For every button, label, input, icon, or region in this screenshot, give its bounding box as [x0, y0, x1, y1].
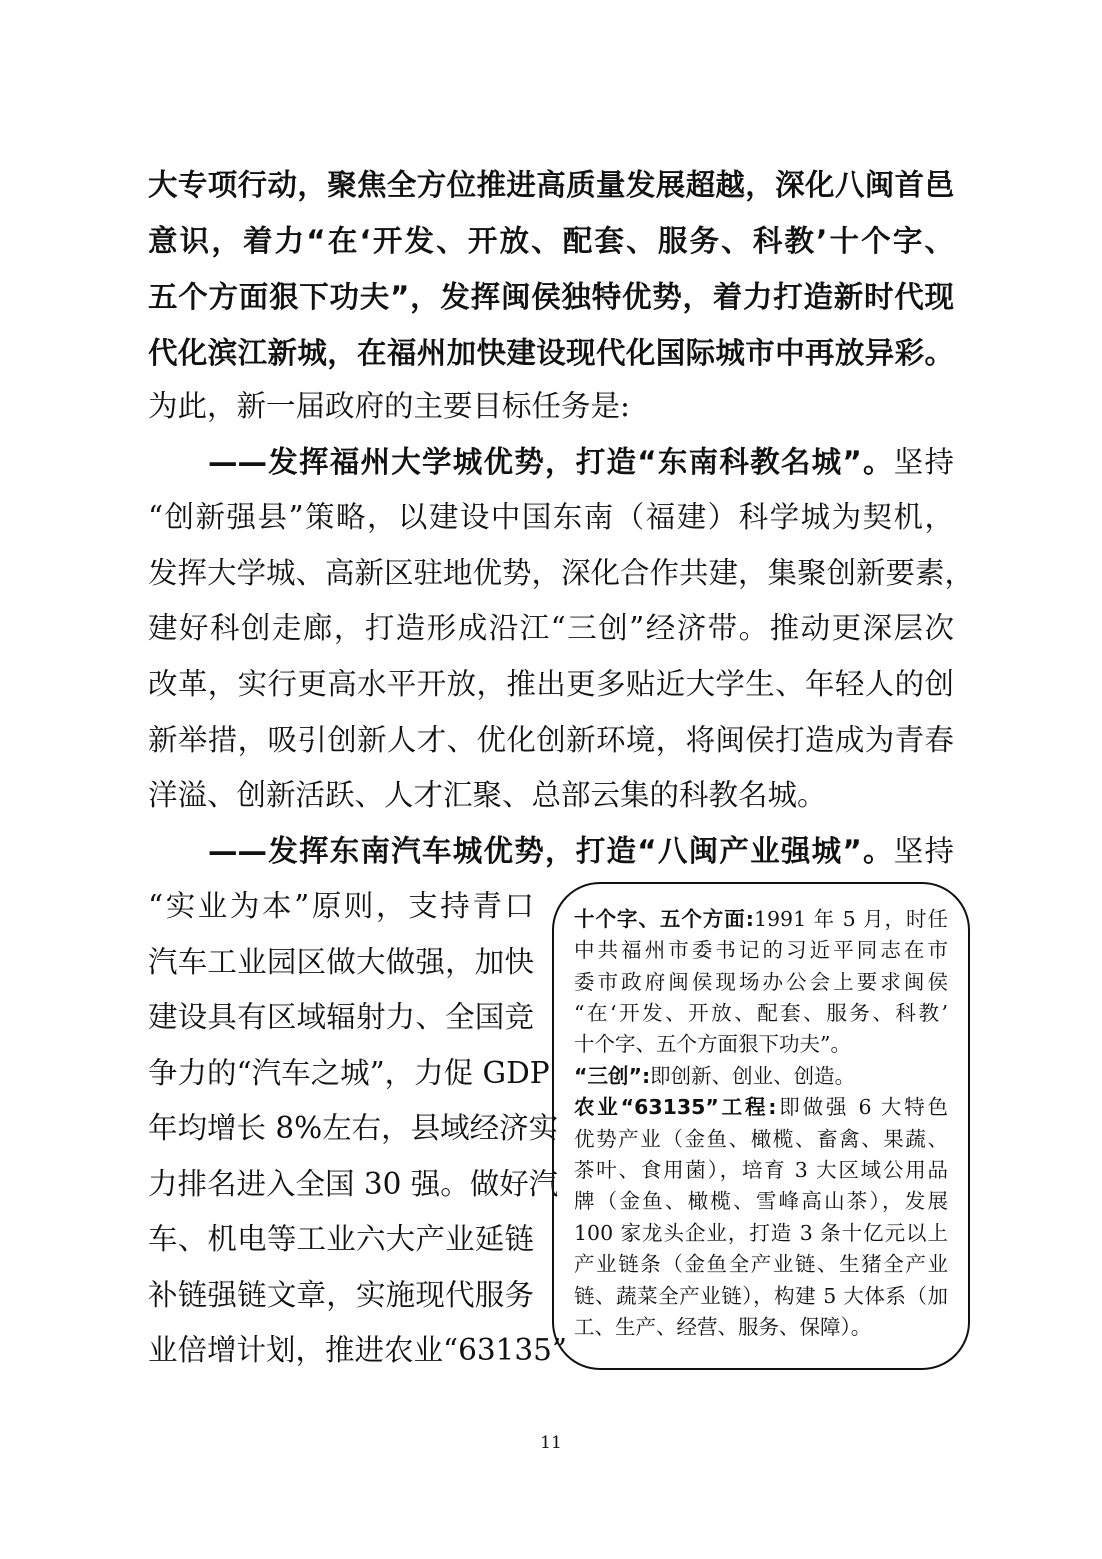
intro-closing-line: 为此，新一届政府的主要目标任务是:	[148, 389, 630, 423]
note-line: 中共福州市委书记的习近平同志在市	[574, 938, 948, 962]
section1-line: 洋溢、创新活跃、人才汇聚、总部云集的科教名城。	[148, 778, 827, 812]
section2-line: 车、机电等工业六大产业延链	[148, 1222, 534, 1256]
note-line: 链、蔬菜全产业链），构建 5 大体系（加	[574, 1284, 948, 1308]
note-line: 100 家龙头企业，打造 3 条十亿元以上	[574, 1221, 948, 1245]
note-line: 茶叶、食用菌），培育 3 大区域公用品	[574, 1158, 948, 1182]
intro-line-1: 大专项行动，聚焦全方位推进高质量发展超越，深化八闽首邑	[148, 168, 954, 202]
section2-line: 汽车工业园区做大做强，加快	[148, 945, 534, 979]
note-line: 委市政府闽侯现场办公会上要求闽侯	[574, 970, 948, 994]
note-line: 十个字、五个方面狠下功夫”。	[574, 1032, 851, 1056]
note-term-agriculture: 农业“63135”工程:	[574, 1095, 777, 1119]
section2-line: 建设具有区域辐射力、全国竞	[148, 1000, 534, 1034]
note-term-ten-characters: 十个字、五个方面:	[574, 907, 754, 931]
section2-line: 业倍增计划，推进农业“63135”	[148, 1333, 568, 1367]
intro-line-2: 意识，着力“在‘开发、开放、配套、服务、科教’十个字、	[148, 224, 954, 258]
section2-line: “实业为本”原则，支持青口	[148, 889, 534, 923]
intro-line-4: 代化滨江新城，在福州加快建设现代化国际城市中再放异彩。	[148, 336, 954, 370]
section2-line: 争力的“汽车之城”，力促 GDP	[148, 1056, 550, 1090]
section2-line: 补链强链文章，实施现代服务	[148, 1278, 534, 1312]
section1-heading-bold: ——发挥福州大学城优势，打造“东南科教名城”。	[208, 445, 894, 479]
section2-line: 力排名进入全国 30 强。做好汽	[148, 1167, 559, 1201]
section1-line: 发挥大学城、高新区驻地优势，深化合作共建，集聚创新要素，	[148, 556, 975, 590]
note-line: 产业链条（金鱼全产业链、生猪全产业	[574, 1252, 948, 1276]
note-line: 优势产业（金鱼、橄榄、畜禽、果蔬、	[574, 1127, 948, 1151]
section1-line: 建好科创走廊，打造形成沿江“三创”经济带。推动更深层次	[148, 611, 954, 645]
note-term-san-chuang: “三创”:	[574, 1064, 651, 1088]
section2-line: 年均增长 8%左右，县域经济实	[148, 1111, 559, 1145]
intro-line-3: 五个方面狠下功夫”，发挥闽侯独特优势，着力打造新时代现	[148, 280, 954, 314]
note-line: “在‘开发、开放、配套、服务、科教’	[574, 1001, 948, 1025]
section1-line: 改革，实行更高水平开放，推出更多贴近大学生、年轻人的创	[148, 667, 954, 701]
note-line: 牌（金鱼、橄榄、雪峰高山茶），发展	[574, 1189, 948, 1213]
section1-line: “创新强县”策略，以建设中国东南（福建）科学城为契机，	[148, 500, 954, 534]
page-number: 11	[540, 1433, 562, 1453]
section2-heading	[208, 823, 954, 879]
note-line: “三创”:即创新、创业、创造。	[574, 1064, 856, 1088]
section2-heading-bold: ——发挥东南汽车城优势，打造“八闽产业强城”。	[208, 834, 894, 868]
section1-heading-tail: 坚持	[893, 445, 954, 479]
note-line: 十个字、五个方面:1991 年 5 月，时任	[574, 907, 948, 931]
section1-heading	[208, 434, 954, 490]
glossary-note-box	[552, 882, 970, 1370]
note-line: 农业“63135”工程:即做强 6 大特色	[574, 1095, 948, 1119]
section2-heading-tail: 坚持	[893, 834, 954, 868]
section1-line: 新举措，吸引创新人才、优化创新环境，将闽侯打造成为青春	[148, 723, 954, 757]
note-line: 工、生产、经营、服务、保障）。	[574, 1315, 872, 1339]
